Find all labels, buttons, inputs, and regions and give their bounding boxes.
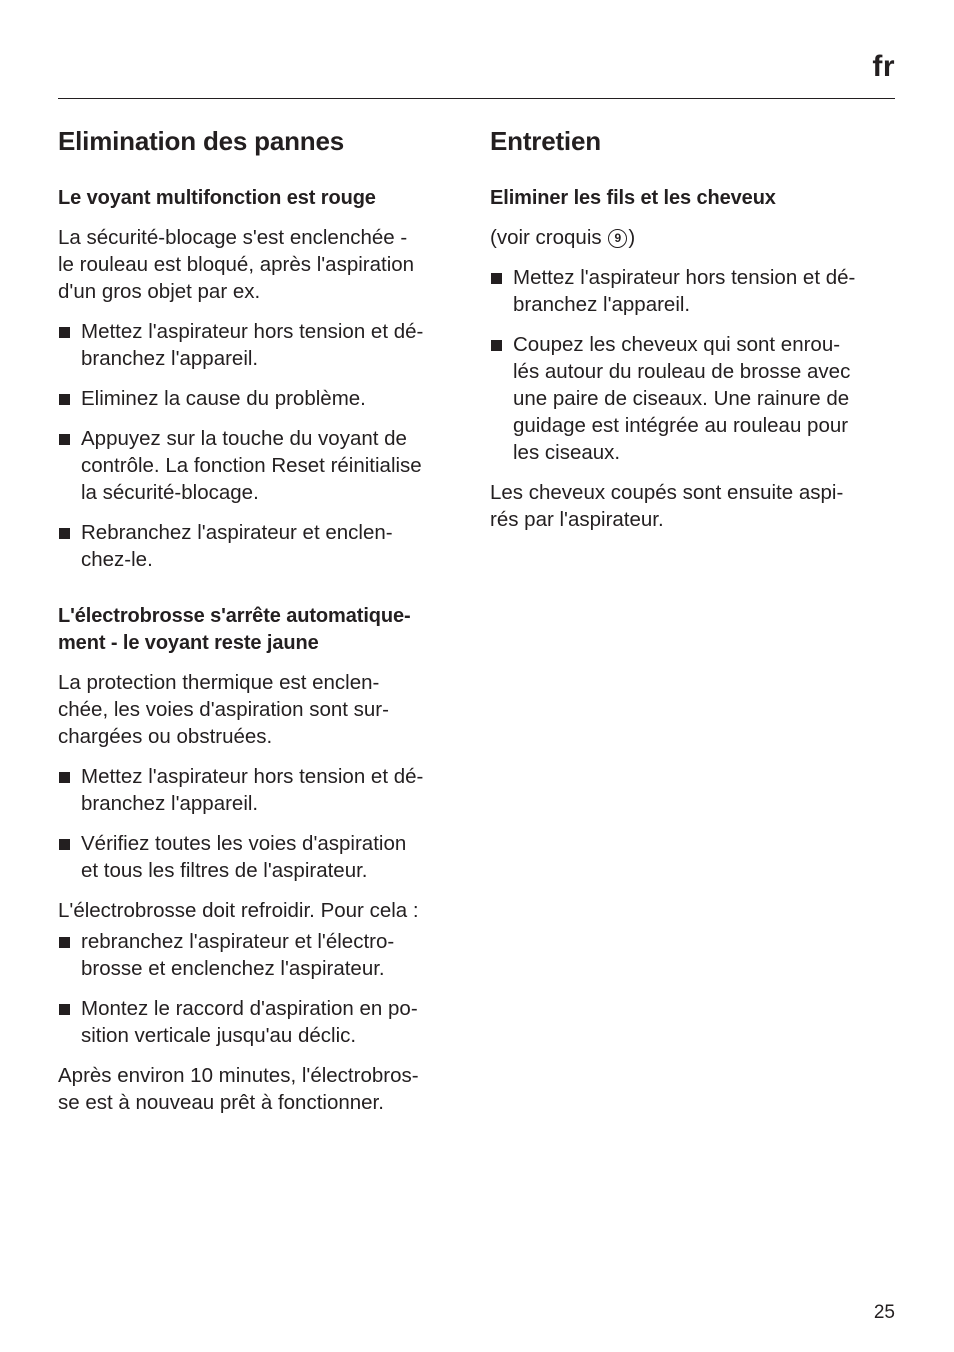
text-line: Après environ 10 minutes, l'électrobros- [58, 1064, 419, 1087]
text-line: lés autour du rouleau de brosse avec [513, 360, 851, 383]
square-bullet-icon [59, 528, 70, 539]
list-item [490, 264, 896, 318]
text-line: chargées ou obstruées. [58, 725, 273, 748]
text-line: se est à nouveau prêt à fonctionner. [58, 1091, 384, 1114]
text-line: branchez l'appareil. [81, 792, 259, 815]
list-item [58, 995, 466, 1049]
right-column [490, 124, 896, 546]
section-title-maintenance: Entretien [490, 126, 601, 156]
square-bullet-icon [491, 340, 502, 351]
text-line: branchez l'appareil. [513, 293, 691, 316]
header-rule [58, 98, 895, 99]
list-red-light-steps [58, 318, 466, 573]
paragraph-yellow-light-intro [58, 669, 466, 750]
text-line: Mettez l'aspirateur hors tension et dé- [81, 765, 424, 788]
subheading-red-light: Le voyant multifonction est rouge [58, 187, 376, 209]
list-item [58, 519, 466, 573]
list-item-text [81, 387, 366, 410]
text-line: L'électrobrosse s'arrête automatique- [58, 605, 411, 627]
list-item [58, 318, 466, 372]
square-bullet-icon [491, 273, 502, 284]
text-line: chez-le. [81, 548, 153, 571]
text-line: chée, les voies d'aspiration sont sur- [58, 698, 389, 721]
list-item-text [81, 521, 393, 571]
list-item-text [81, 997, 418, 1047]
text-line: guidage est intégrée au rouleau pour [513, 414, 849, 437]
list-item-text [81, 930, 394, 980]
list-item [58, 763, 466, 817]
text-line: contrôle. La fonction Reset réinitialise [81, 454, 422, 477]
paragraph-remove-hair-outro [490, 479, 896, 533]
text-line: Montez le raccord d'aspiration en po- [81, 997, 418, 1020]
text-line: Rebranchez l'aspirateur et enclen- [81, 521, 393, 544]
text-line: Vérifiez toutes les voies d'aspiration [81, 832, 407, 855]
text-line: rés par l'aspirateur. [490, 508, 664, 531]
text-line: Eliminez la cause du problème. [81, 387, 366, 410]
text-line: rebranchez l'aspirateur et l'électro- [81, 930, 395, 953]
text-line: et tous les filtres de l'aspirateur. [81, 859, 368, 882]
list-yellow-light-steps [58, 763, 466, 884]
language-code: fr [872, 50, 895, 83]
list-item [490, 331, 896, 466]
text-line: sition verticale jusqu'au déclic. [81, 1024, 357, 1047]
text-line: La sécurité-blocage s'est enclenchée - [58, 226, 408, 249]
square-bullet-icon [59, 434, 70, 445]
paragraph-figure-reference [490, 224, 896, 251]
text-line: les ciseaux. [513, 441, 621, 464]
square-bullet-icon [59, 937, 70, 948]
text-line: Coupez les cheveux qui sont enrou- [513, 333, 841, 356]
text-line: Mettez l'aspirateur hors tension et dé- [513, 266, 856, 289]
figure-reference-prefix: (voir croquis [490, 226, 608, 249]
square-bullet-icon [59, 1004, 70, 1015]
square-bullet-icon [59, 394, 70, 405]
text-line: ment - le voyant reste jaune [58, 632, 319, 654]
left-column [58, 124, 466, 1129]
section-title-troubleshooting: Elimination des pannes [58, 126, 344, 156]
subheading-remove-hair: Eliminer les fils et les cheveux [490, 187, 776, 209]
square-bullet-icon [59, 839, 70, 850]
text-line: branchez l'appareil. [81, 347, 259, 370]
paragraph-red-light-intro [58, 224, 466, 305]
list-item-text [81, 320, 423, 370]
list-item-text [81, 832, 406, 882]
text-line: une paire de ciseaux. Une rainure de [513, 387, 850, 410]
list-item [58, 830, 466, 884]
figure-reference-suffix: ) [628, 226, 636, 249]
figure-number-circled: 9 [608, 229, 627, 248]
text-line: d'un gros objet par ex. [58, 280, 261, 303]
list-item-text [513, 266, 855, 316]
square-bullet-icon [59, 772, 70, 783]
text-line: La protection thermique est enclen- [58, 671, 380, 694]
list-item [58, 425, 466, 506]
list-cooling-steps [58, 928, 466, 1049]
text-line: Les cheveux coupés sont ensuite aspi- [490, 481, 844, 504]
paragraph-cooling-outro [58, 1062, 466, 1116]
paragraph-cooling-intro: L'électrobrosse doit refroidir. Pour cela : [58, 899, 419, 922]
list-item-text [81, 765, 423, 815]
text-line: la sécurité-blocage. [81, 481, 259, 504]
list-remove-hair-steps [490, 264, 896, 466]
list-item [58, 928, 466, 982]
list-item-text [81, 427, 422, 504]
list-item-text [513, 333, 850, 464]
subheading-yellow-light [58, 603, 466, 657]
text-line: le rouleau est bloqué, après l'aspiration [58, 253, 415, 276]
square-bullet-icon [59, 327, 70, 338]
text-line: Mettez l'aspirateur hors tension et dé- [81, 320, 424, 343]
list-item [58, 385, 466, 412]
page-number: 25 [873, 1302, 895, 1323]
text-line: brosse et enclenchez l'aspirateur. [81, 957, 385, 980]
text-line: Appuyez sur la touche du voyant de [81, 427, 407, 450]
